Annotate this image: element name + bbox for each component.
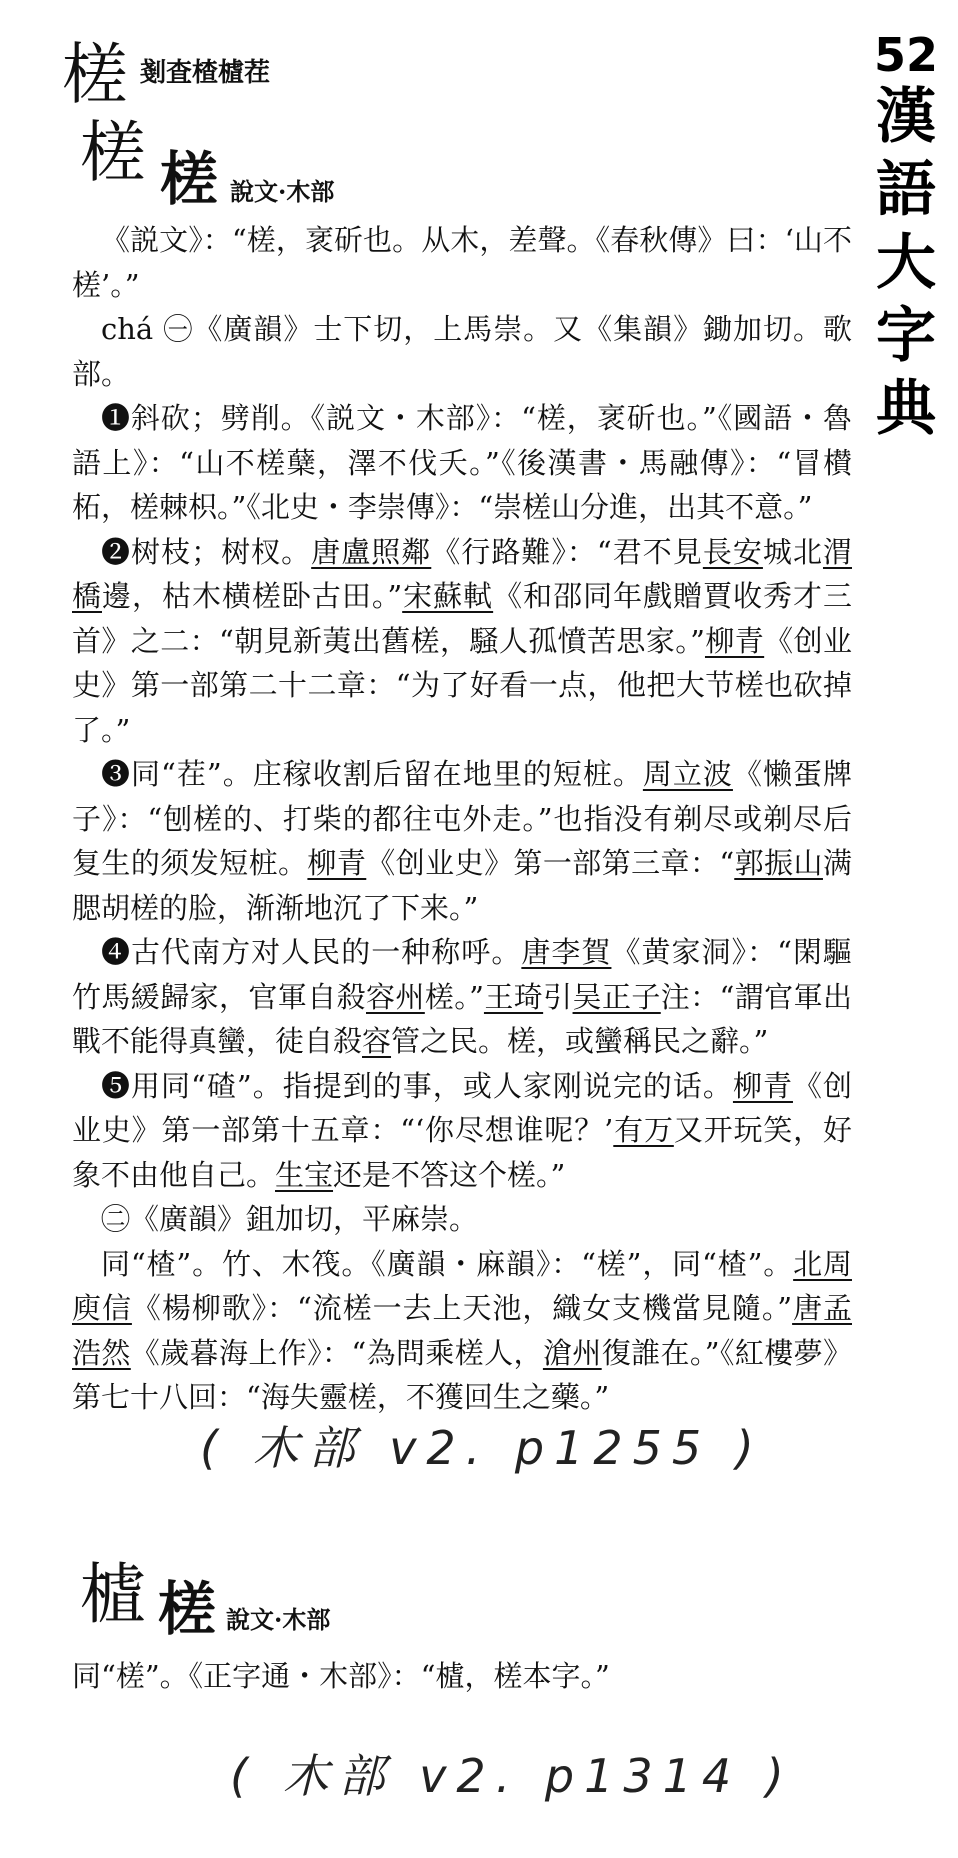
shuowen-quote: 《説文》：“槎，衺斫也。从木，差聲。《春秋傳》曰：‘山不槎’。” (72, 223, 852, 302)
entry2-definition: 同“槎”。《正字通・木部》：“樝，槎本字。” (72, 1659, 610, 1693)
sense-4: ❹古代南方对人民的一种称呼。唐李賀《黄家洞》：“閑驅竹馬緩歸家，官軍自殺容州槎。”王琦引吴正子注：“謂官軍出戰不能得真蠻，徒自殺容管之民。槎，或蠻稱民之辭。” (72, 935, 852, 1058)
reading-2-sense: 同“楂”。竹、木筏。《廣韻・麻韻》：“槎”，同“楂”。北周庾信《楊柳歌》：“流槎一去上天池，織女支機當見隨。”唐孟浩然《歲暮海上作》：“為問乘槎人，滄州復誰在。”《紅樓夢》第七十八回：“海失靈槎，不獲回生之藥。” (72, 1246, 852, 1414)
sense-1: ❶斜砍；劈削。《説文・木部》：“槎，衺斫也。”《國語・魯語上》：“山不槎蘖，澤不伐夭。”《後漢書・馬融傳》：“冒櫕柘，槎棘枳。”《北史・李崇傳》：“崇槎山分進，出其不意。” (72, 401, 852, 524)
entry1-seal-script: 槎 (160, 145, 215, 213)
entry1-headword: 槎 (80, 114, 146, 191)
title-char: 漢 (876, 81, 936, 152)
vertical-title (866, 30, 946, 447)
entry2-body (72, 1654, 852, 1699)
title-char: 典 (876, 374, 936, 445)
sense-2: ❷树枝；树杈。唐盧照鄰《行路難》：“君不見長安城北渭橋邊，枯木横槎卧古田。”宋蘇軾《和邵同年戲贈賈收秀才三首》之二：“朝見新荑出舊槎，騒人孤憤苦思家。”柳青《创业史》第一部第二十二章：“为了好看一点，他把大节槎也砍掉了。” (72, 534, 852, 747)
sense-3: ❸同“茬”。庄稼收割后留在地里的短桩。周立波《懒蛋牌子》：“刨槎的、打柴的都往屯外走。”也指没有剃尽或剃尽后复生的须发短桩。柳青《创业史》第一部第三章：“郭振山满腮胡槎的脸，渐渐地沉了下来。” (72, 757, 852, 925)
entry2-seal-script: 槎 (158, 1575, 213, 1643)
handwritten-note-1: ( 木部 v2. p1255 ) (200, 1421, 764, 1475)
sense-5: ❺用同“碴”。指提到的事，或人家刚说完的话。柳青《创业史》第一部第十五章：“‘你尽想谁呢？’有万又开玩笑，好象不由他自己。生宝还是不答这个槎。” (72, 1068, 852, 1192)
title-char: 字 (876, 301, 936, 372)
handwritten-note-2: ( 木部 v2. p1314 ) (230, 1749, 794, 1803)
pronunciation-line: chá ㊀《廣韻》士下切，上馬崇。又《集韻》鋤加切。歌部。 (72, 312, 852, 391)
volume-number: 52 (873, 28, 938, 82)
entry1-body (72, 218, 852, 1420)
head-char: 槎 (62, 36, 128, 113)
entry1-source-label: 說文·木部 (230, 177, 335, 206)
reading-2: ㊁《廣韻》鉏加切，平麻崇。 (101, 1202, 479, 1236)
title-char: 語 (876, 154, 936, 225)
entry2-source-label: 說文·木部 (226, 1605, 331, 1634)
title-char: 大 (876, 227, 936, 298)
entry2-headword: 樝 (80, 1556, 146, 1633)
head-variants: 剗査楂樝茬 (140, 58, 271, 88)
